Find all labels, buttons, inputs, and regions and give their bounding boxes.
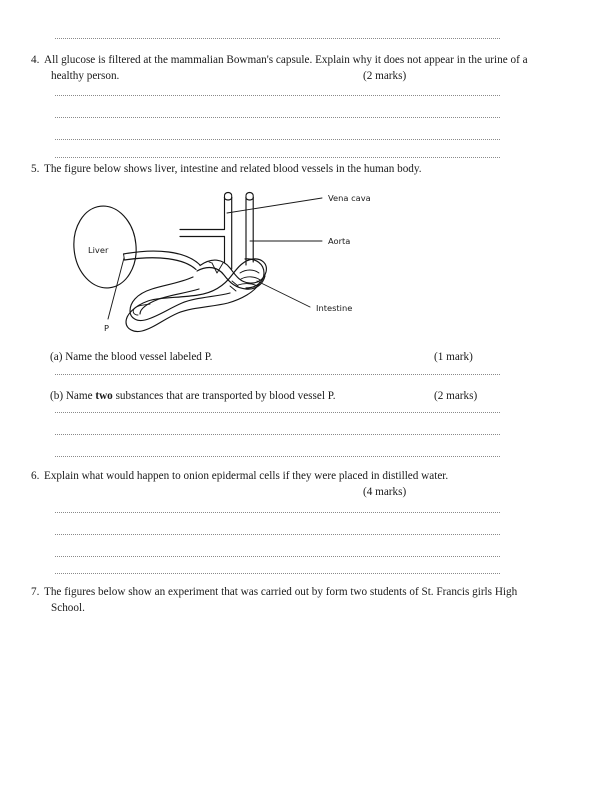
answer-rule xyxy=(55,374,500,376)
answer-rule xyxy=(55,38,500,40)
subquestion-b-label-pre: (b) Name xyxy=(50,390,96,402)
label-p: P xyxy=(104,323,110,333)
subquestion-b-text xyxy=(50,389,336,405)
question-4-text xyxy=(44,53,570,84)
answer-rule xyxy=(55,412,500,414)
answer-rule xyxy=(55,139,500,141)
question-7-number: 7. xyxy=(31,586,40,598)
question-5-line-1: The figure below shows liver, intestine and related blood vessels in the human body. xyxy=(44,163,422,175)
label-aorta: Aorta xyxy=(328,236,351,246)
label-intestine: Intestine xyxy=(316,303,353,313)
answer-rule xyxy=(55,95,500,97)
answer-rule xyxy=(55,157,500,159)
answer-rule xyxy=(55,456,500,458)
question-6-text xyxy=(44,469,570,485)
question-7-text xyxy=(44,585,570,616)
subquestion-b-marks: (2 marks) xyxy=(434,390,478,402)
question-7-line-2: School. xyxy=(51,601,85,614)
question-4-number: 4. xyxy=(31,54,40,66)
question-7-line-1: The figures below show an experiment that was carried out by form two students of St. Francis girls High xyxy=(44,586,518,598)
question-5-number: 5. xyxy=(31,163,40,175)
anatomy-figure xyxy=(60,185,405,340)
question-4-line-2: healthy person. xyxy=(51,69,120,82)
question-4-marks: (2 marks) xyxy=(363,69,407,82)
subquestion-a-marks: (1 mark) xyxy=(434,351,473,363)
answer-rule xyxy=(55,534,500,536)
question-4-line-1: All glucose is filtered at the mammalian Bowman's capsule. Explain why it does not appear in the urine of a xyxy=(44,54,528,66)
answer-rule xyxy=(55,512,500,514)
question-6-number: 6. xyxy=(31,470,40,482)
question-6-marks: (4 marks) xyxy=(363,486,407,498)
answer-rule xyxy=(55,556,500,558)
question-5-text xyxy=(44,162,570,178)
answer-rule xyxy=(55,434,500,436)
subquestion-a-text: (a) Name the blood vessel labeled P. xyxy=(50,351,213,363)
subquestion-b-label-bold: two xyxy=(95,390,113,402)
answer-rule xyxy=(55,573,500,575)
label-liver: Liver xyxy=(88,245,109,255)
label-vena-cava: Vena cava xyxy=(328,193,371,203)
question-6-line-1: Explain what would happen to onion epidermal cells if they were placed in distilled water. xyxy=(44,470,449,482)
subquestion-b-label-post: substances that are transported by blood vessel P. xyxy=(112,390,336,402)
answer-rule xyxy=(55,117,500,119)
